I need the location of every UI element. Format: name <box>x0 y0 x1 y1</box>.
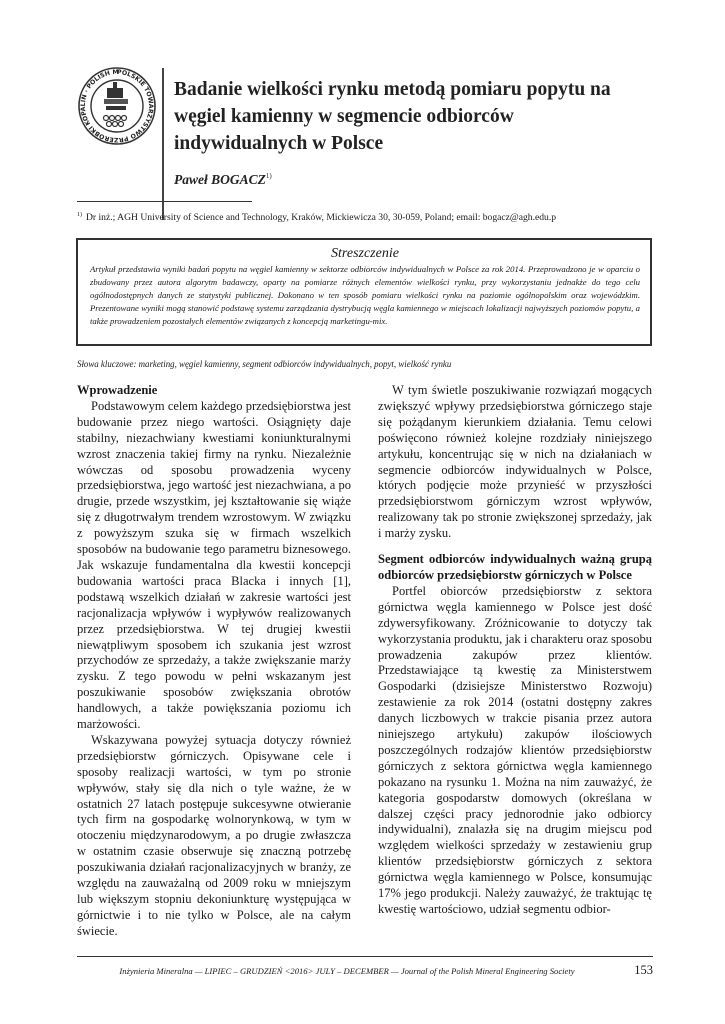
left-column <box>77 383 351 940</box>
abstract-heading: Streszczenie <box>331 246 399 261</box>
footnote-rule <box>77 201 252 202</box>
footer-rule <box>77 956 653 957</box>
intro-paragraph-1: Podstawowym celem każdego przedsiębiorstwa jest budowanie przez niego wartości. Osiągnięty daje stabilny, niezachwiany kwestiami koniunkturalnymi wzrost znaczenia takiej firmy na rynku. Niezależnie wówczas od sposobu prowadzenia wyceny przedsiębiorstwa, jego wartość jest niezachwiana, a po drugie, przede wszystkim, jej kształtowanie się wiąże się z długotrwałym trendem wzrostowym. W związku z powyższym szuka się w firmach wszelkich sposobów na budowanie tego parametru biznesowego. Jak wskazuje fundamentalna dla kwestii koncepcji budowania wartości praca Blacka i innych [1], podstawą wszelkich działań w zakresie wartości jest racjonalizacja wpływów i wypływów realizowanych przez przedsiębiorstwa. W tej drugiej kwestii niewątpliwym sposobem ich szukania jest wzrost przychodów ze sprzedaży, a także zwiększanie marży zysku. Z tego powodu w pełni wskazanym jest poszukiwanie sposobów zwiększania obrotów handlowych, a także powiększania poziomu ich marżowości. <box>77 398 351 732</box>
abstract-text: Artykuł przedstawia wyniki badań popytu na węgiel kamienny w sektorze odbiorców indywidualnych w Polsce za rok 2014. Przeprowadzono je w oparciu o zbudowany przez autora algorytm badawczy, oparty na pomiarze różnych elementów wielkości rynku, przy wykorzystaniu jednakże do tego celu ogólnodostępnych danych ze statystyki publicznej. Dokonano w ten sposób pomiaru wielkości rynku na poziomie ogólnopolskim oraz wojewódzkim. Prezentowane wyniki mogą stanowić podstawę systemu zarządzania dystrybucją węgla kamiennego w miejscach lokalizacji najwyższych poziomów popytu, a także prowadzeniem pozostałych elementów związanych z koncepcją marketingu-mix. <box>90 264 640 327</box>
right-column <box>378 383 652 918</box>
journal-footer: Inżynieria Mineralna — LIPIEC – GRUDZIEŃ <2016> JULY – DECEMBER — Journal of the Polish Mineral Engineering Society <box>119 966 575 976</box>
author-footnote-marker: 1) <box>265 172 272 180</box>
author-affiliation-footnote <box>77 209 677 224</box>
intro-heading: Wprowadzenie <box>77 383 158 397</box>
page-number: 153 <box>634 963 653 977</box>
intro-paragraph-2: Wskazywana powyżej sytuacja dotyczy również przedsiębiorstw górniczych. Opisywane cele i sposoby realizacji wartości, w tym po stronie wpływów, stały się dla nich o tyle ważne, że w ostatnich 27 latach postępuje sukcesywne otwieranie tych firm na gospodarkę wolnorynkową, w tym w otoczeniu międzynarodowym, a po drugie zwłaszcza w ostatnim czasie obserwuje się znaczną potrzebę poszukiwania działań racjonalizacyjnych w branży, ze względu na zauważalną od 2009 roku w mniejszym lub większym stopniu dekoniunkturę występująca w górnictwie i to nie tylko w Polsce, ale na całym świecie. <box>77 732 351 938</box>
author-text: Paweł BOGACZ <box>174 172 266 187</box>
keywords: Słowa kluczowe: marketing, węgiel kamienny, segment odbiorców indywidualnych, popyt, wielkość rynku <box>77 359 452 369</box>
footnote-text: Dr inż.; AGH University of Science and Technology, Kraków, Mickiewicza 30, 30-059, Poland; email: bogacz@agh.edu.p <box>86 212 557 223</box>
abstract-box <box>76 238 652 346</box>
right-paragraph-1: W tym świetle poszukiwanie rozwiązań mogących zwiększyć wpływy przedsiębiorstwa górniczego staje się pożądanym kierunkiem działania. Temu celowi poświęcono również kolejne rozdziały niniejszego artykułu, koncentrując się w nich na działaniach w segmencie odbiorców indywidualnych w Polsce, których podjęcie może przynieść w przyszłości przedsiębiorstwom górniczym wzrost wpływów, realizowany tak po stronie zwiększonej sprzedaży, jak i marży zysku. <box>378 383 652 541</box>
section-paragraph-1: Portfel obiorców przedsiębiorstw z sektora górnictwa węgla kamiennego w Polsce jest dość zdywersyfikowany. Zróżnicowanie to dotyczy tak wykorzystania produktu, jak i charakteru oraz sposobu prowadzenia zakupów przez klientów. Przedstawiające tą kwestię za Ministerstwem Gospodarki (dzisiejsze Ministerstwo Rozwoju) zestawienie za rok 2014 (ostatni dostępny zakres danych liczbowych w trakcie pisania przez autora niniejszego artykułu) zakupów ilościowych poszczególnych rodzajów klientów przedsiębiorstw górniczych z sektora górnictwa węgla kamiennego pokazano na rysunku 1. Można na nim zauważyć, że kategoria gospodarstw domowych (określana w dalszej części pracy jednorodnie jako odbiorcy indywidualni), znalazła się na drugim miejscu pod względem wielkości sprzedaży w zestawieniu grup klientów przedsiębiorstw górniczych z sektora górnictwa węgla kamiennego w Polsce, konsumując 17% jego produkcji. Należy zauważyć, że traktując tę kwestię wartościowo, udział segmentu odbior- <box>378 583 652 916</box>
article-title: Badanie wielkości rynku metodą pomiaru popytu na węgiel kamienny w segmencie odbiorców indywidualnych w Polsce <box>174 79 611 154</box>
author-name <box>174 172 272 188</box>
title-divider <box>162 68 164 220</box>
section-heading: Segment odbiorców indywidualnych ważną grupą odbiorców przedsiębiorstw górniczych w Polsce <box>378 552 652 582</box>
footnote-marker: 1) <box>77 212 82 218</box>
seal-ring-text: POLSKIE TOWARZYSTWO PRZERÓBKI KOPALIN · POLISH M <box>79 68 154 144</box>
society-seal-icon <box>77 66 157 154</box>
